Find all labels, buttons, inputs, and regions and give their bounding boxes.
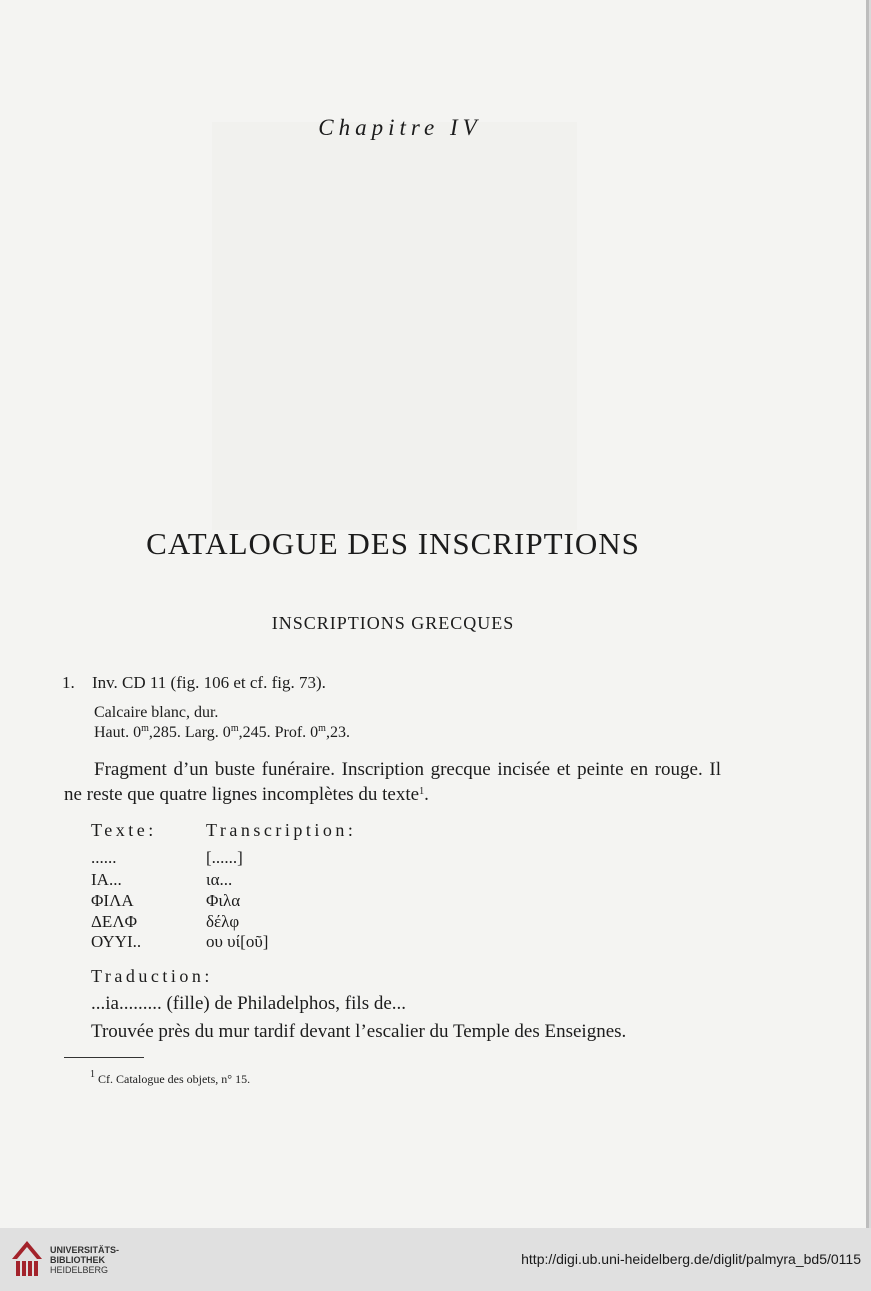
chapter-heading: Chapitre IV [318,115,482,140]
bleed-through-shadow [212,122,577,530]
description-paragraph: Fragment d’un buste funéraire. Inscription grecque incisée et peinte en rouge. Il ne reste que quatre lignes incomplètes du texte$^1$. [64,759,721,805]
translation-text: ...ia......... (fille) de Philadelphos, fils de... [91,993,407,1014]
section-subtitle: INSCRIPTIONS GRECQUES [271,613,515,633]
footnote: $^1$ Cf. Catalogue des objets, n° 15. [90,1069,251,1086]
page-title: CATALOGUE DES INSCRIPTIONS [146,526,640,561]
entry-reference: Inv. CD 11 (fig. 106 et cf. fig. 73). [92,673,326,692]
document-url-link[interactable]: http://digi.ub.uni-heidelberg.de/diglit/palmyra_bd5/0115 [521,1251,861,1267]
text-column-header: Texte: [91,820,157,840]
entry-material: Calcaire blanc, dur. [94,704,219,721]
entry-number: 1. [62,673,75,692]
footnote-divider [64,1057,144,1058]
university-library-logo-icon [10,1237,44,1279]
transcription-column-header: Transcription: [206,820,357,840]
entry-dimensions: Haut. 0$^m$,285. Larg. 0$^m$,245. Prof. 0$^m$,23. [94,723,350,741]
document-page: Chapitre IV CATALOGUE DES INSCRIPTIONS INSCRIPTIONS GRECQUES 1. Inv. CD 11 (fig. 106 et cf. fig. 73). Calcaire blanc, dur. Haut. 0$^m$,285. Larg. 0$^m$,245. Prof. 0$^m$,23. Fragment d’un buste funéraire. Inscription grecque incisée et peinte en rouge. Il ne reste que quatre lignes incomplètes du texte$^1$. Texte: Transcription: ...... [......] ΙΑ... ια... ΦΙΛΑ Φιλα ΔΕΛΦ δέλφ ΟΥΥΙ.. ου υί[οῦ] Traduction: ...ia......... (fille) de Philadelphos, fils de... Trouvée près du mur tardif devant l’escalier du Temple des Enseignes. $^1$ Cf. Catalogue des objets, n° 15. [0,0,869,1228]
entry-heading [62,673,326,693]
footnote-ref: 1 [419,786,425,797]
findspot-text: Trouvée près du mur tardif devant l’escalier du Temple des Enseignes. [91,1021,627,1042]
viewer-footer [0,1228,871,1291]
library-name: UNIVERSITÄTS- BIBLIOTHEK HEIDELBERG [50,1245,120,1275]
